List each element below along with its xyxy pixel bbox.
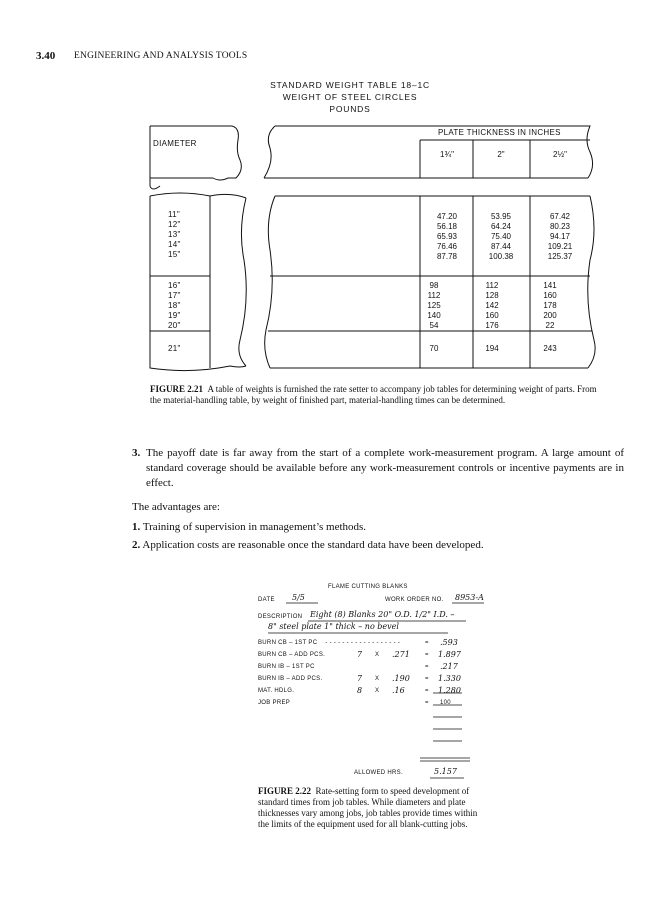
row-value: 1.280 [438,686,461,695]
row-factor: .190 [392,674,410,683]
form-row: BURN IB – ADD PCS. [258,676,323,682]
advantage-2 [132,538,624,553]
table-cell: 80.23 [549,222,571,231]
allowed-hours-value: 5.157 [434,767,457,776]
row-multiplier: 8 [357,686,363,695]
item-number: 3. [132,447,141,459]
table-cell: 21" [168,344,181,353]
table-cell: 20" [168,321,181,330]
figure-label: FIGURE 2.22 [258,786,312,796]
thickness-col-3: 2½" [553,150,567,159]
item-number: 1. [132,521,141,533]
table-cell: 160 [543,291,557,300]
form-description-line-1: Eight (8) Blanks 20" O.D. 1/2" I.D. – [310,610,455,619]
item-number: 2. [132,539,141,551]
form-date-value: 5/5 [292,593,305,602]
page-number: 3.40 [36,50,56,62]
table-title-2: WEIGHT OF STEEL CIRCLES [282,92,418,102]
item-text: Application costs are reasonable once the standard data have been developed. [142,539,484,551]
table-cell: 16" [168,281,181,290]
table-cell: 160 [485,311,499,320]
table-cell: 94.17 [549,232,571,241]
row-value: 1.897 [438,650,461,659]
table-cell: 112 [427,291,441,300]
table-cell: 75.40 [490,232,512,241]
row-value: .593 [440,638,458,647]
form-row: JOB PREP [258,700,291,706]
table-cell: 53.95 [490,212,512,221]
table-cell: 125.37 [547,252,573,261]
row-times: X [375,688,380,694]
group-1-col-3 [530,212,590,262]
table-cell: 87.44 [490,242,512,251]
diameter-group-1 [168,210,181,260]
form-row: MAT. HDLG. [258,688,295,694]
form-date-label: DATE [258,597,275,603]
row-equals: = [425,688,429,694]
form-work-order-value: 8953-A [455,593,484,602]
table-cell: 13" [168,230,181,239]
table-cell: 87.78 [436,252,458,261]
row-multiplier: 7 [357,650,363,659]
advantages-intro: The advantages are: [132,501,220,513]
table-cell: 54 [429,321,439,330]
row-value: .217 [440,662,458,671]
table-cell: 64.24 [490,222,512,231]
table-cell: 243 [543,344,557,353]
table-title-3: POUNDS [329,104,371,114]
section-title: ENGINEERING AND ANALYSIS TOOLS [74,51,248,61]
table-cell: 200 [543,311,557,320]
table-cell: 22 [545,321,555,330]
diameter-group-2 [168,281,181,331]
form-description-line-2: 8" steel plate 1" thick – no bevel [268,622,399,631]
table-cell: 109.21 [547,242,573,251]
table-cell: 140 [427,311,441,320]
table-cell: 142 [485,301,499,310]
row-equals: = [425,652,429,658]
table-cell: 17" [168,291,181,300]
table-cell: 76.46 [436,242,458,251]
table-cell: 70 [429,344,439,353]
table-cell: 141 [543,281,557,290]
figure-caption-text: Rate-setting form to speed development of standard times from job tables. While diameters and plate thicknesses vary among jobs, job tables provide times within the limits of the equipment used for all blank-cutting jobs. [258,786,478,829]
row-times: X [375,676,380,682]
form-description-label: DESCRIPTION [258,614,303,620]
group-2-col-2 [462,281,522,331]
table-cell: 15" [168,250,181,259]
group-1-col-2 [471,212,531,262]
row-equals: = [425,700,429,706]
table-cell: 14" [168,240,181,249]
table-cell: 47.20 [436,212,458,221]
item-text: The payoff date is far away from the start of a complete work-measurement program. A large amount of standard coverage should be available before any work-measurement controls or incentive payments are in effect. [146,447,624,489]
allowed-hours-label: ALLOWED HRS. [354,770,403,776]
table-cell: 11" [168,210,181,219]
item-text: Training of supervision in management’s methods. [142,521,367,533]
table-cell: 112 [485,281,499,290]
thickness-col-2: 2" [497,150,505,159]
group-2-col-1 [404,281,464,331]
figure-caption-text: A table of weights is furnished the rate setter to accompany job tables for determining weight of parts. From the material-handling table, by weight of finished part, material-handling times can be determined. [150,384,597,405]
diameter-header: DIAMETER [153,139,197,148]
form-row: BURN IB – 1ST PC [258,664,315,670]
form-row: BURN CB – ADD PCS. [258,652,326,658]
row-equals: = [425,640,429,646]
form-title: FLAME CUTTING BLANKS [328,584,408,590]
row-leaders: - - - - - - - - - - - - - - - - - - [325,640,401,646]
row-times: X [375,652,380,658]
table-cell: 67.42 [549,212,571,221]
row-factor: .271 [392,650,410,659]
row-factor: .16 [392,686,405,695]
table-cell: 128 [485,291,499,300]
thickness-col-1: 1¾" [440,150,454,159]
group-2-col-3 [520,281,580,331]
table-cell: 125 [427,301,441,310]
group-1-col-1 [417,212,477,262]
form-row [258,640,400,646]
table-cell: 178 [543,301,557,310]
table-cell: 12" [168,220,181,229]
row-label: BURN CB – 1ST PC [258,640,318,646]
table-cell: 65.93 [436,232,458,241]
table-cell: 19" [168,311,181,320]
table-title-1: STANDARD WEIGHT TABLE 18–1C [270,80,430,90]
table-cell: 98 [429,281,439,290]
figure-2-22-caption [258,786,478,830]
row-value: 1.330 [438,674,461,683]
row-multiplier: 7 [357,674,363,683]
figure-label: FIGURE 2.21 [150,384,204,394]
row-value: 100 [440,700,451,706]
row-equals: = [425,676,429,682]
table-cell: 100.38 [488,252,514,261]
table-cell: 56.18 [436,222,458,231]
form-work-order-label: WORK ORDER NO. [385,597,444,603]
paragraph-item-3 [132,446,624,491]
table-cell: 18" [168,301,181,310]
figure-2-21-caption [150,384,600,406]
table-cell: 194 [485,344,499,353]
table-cell: 176 [485,321,499,330]
advantage-1 [132,520,624,535]
row-equals: = [425,664,429,670]
plate-thickness-header: PLATE THICKNESS IN INCHES [438,128,561,137]
